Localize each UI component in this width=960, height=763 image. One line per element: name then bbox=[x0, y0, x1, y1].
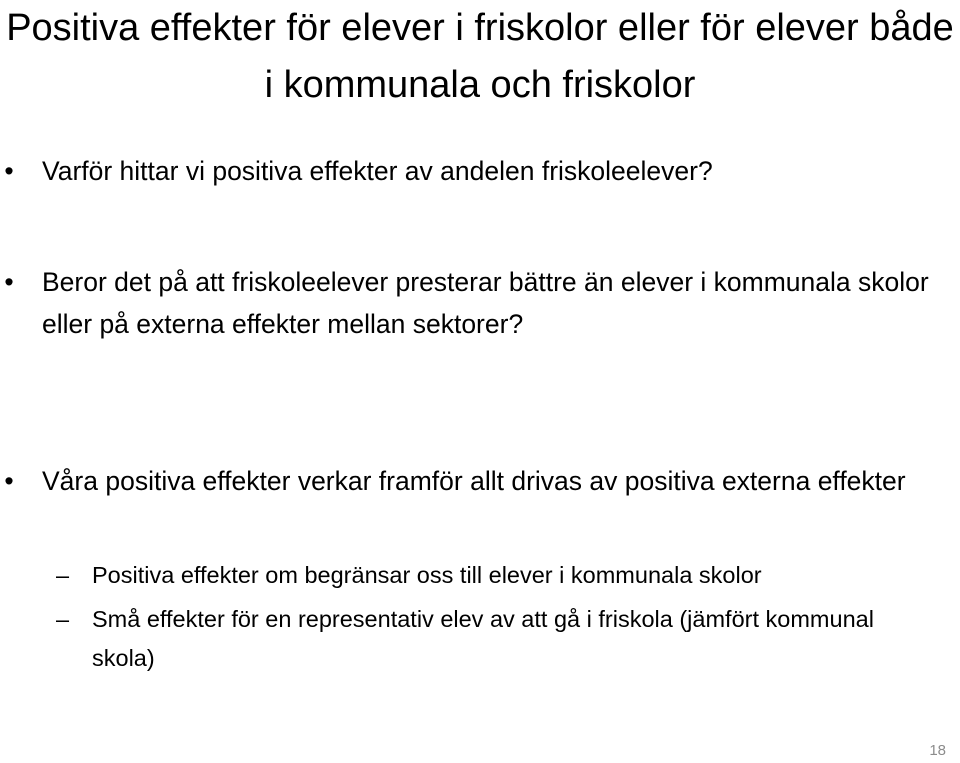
bullet-marker: • bbox=[4, 466, 14, 496]
bullet-marker: • bbox=[4, 156, 14, 186]
slide-title: Positiva effekter för elever i friskolor eller för elever både i kommunala och friskolor bbox=[6, 7, 954, 106]
sub-item-2 bbox=[0, 600, 940, 678]
bullet-text: Varför hittar vi positiva effekter av andelen friskoleelever? bbox=[42, 156, 713, 186]
bullet-marker: • bbox=[4, 267, 14, 297]
bullet-item-2 bbox=[0, 261, 940, 345]
sub-bullet-marker: – bbox=[56, 562, 70, 588]
bullet-item-3 bbox=[0, 460, 940, 502]
sub-item-1 bbox=[0, 556, 940, 595]
sub-bullet-text: Positiva effekter om begränsar oss till elever i kommunala skolor bbox=[92, 562, 762, 588]
bullet-item-1 bbox=[0, 150, 940, 192]
sub-bullet-text: Små effekter för en representativ elev av att gå i friskola (jämfört kommunal skola) bbox=[92, 606, 874, 671]
bullet-text: Beror det på att friskoleelever presterar bättre än elever i kommunala skolor eller på externa effekter mellan sektorer? bbox=[42, 267, 929, 339]
sub-bullet-marker: – bbox=[56, 606, 70, 632]
slide-number: 18 bbox=[929, 742, 946, 759]
bullet-text: Våra positiva effekter verkar framför allt drivas av positiva externa effekter bbox=[42, 466, 906, 496]
